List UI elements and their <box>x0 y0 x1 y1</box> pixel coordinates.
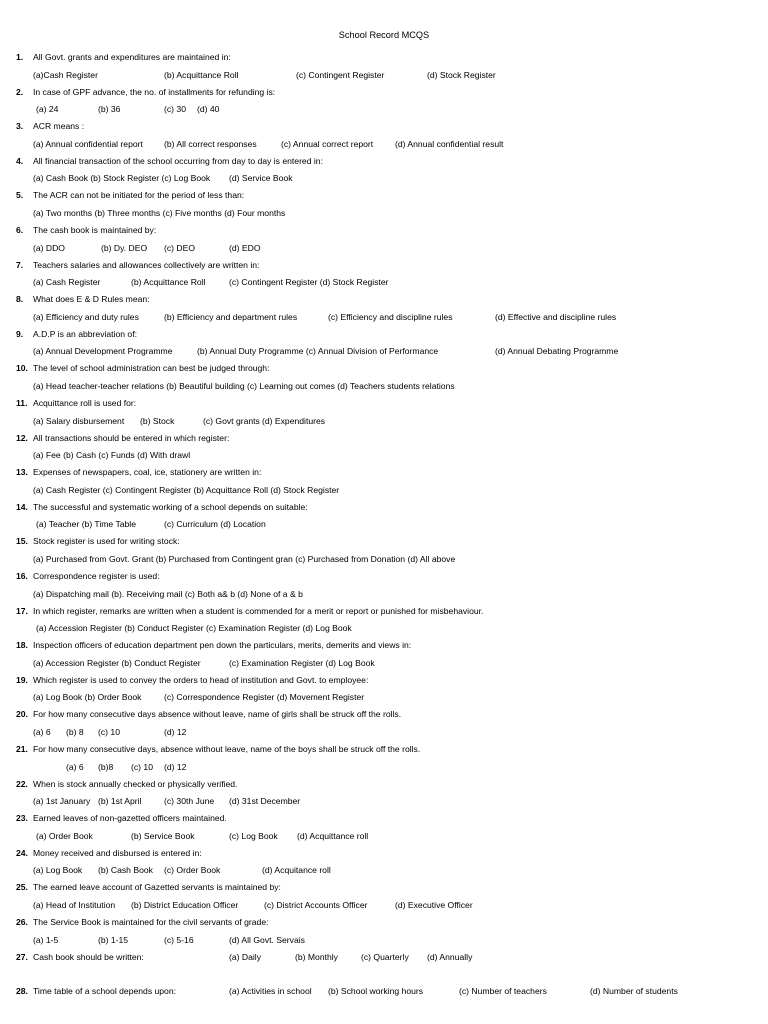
question-number: 25. <box>16 882 28 893</box>
answer-option: (c) Contingent Register <box>296 69 385 80</box>
question-item <box>0 351 768 391</box>
answer-option: (a) 6 <box>66 761 84 772</box>
question-number: 13. <box>16 467 28 478</box>
answer-option: (a) Head teacher-teacher relations (b) Beautiful building (c) Learning out comes (d) Teachers students relations <box>33 380 455 391</box>
question-text: Stock register is used for writing stock: <box>33 536 180 547</box>
answer-option: (a) 1-5 <box>33 934 59 945</box>
answer-option: (c) Order Book <box>164 865 221 876</box>
question-text: Earned leaves of non-gazetted officers maintained. <box>33 813 227 824</box>
question-item <box>0 40 768 80</box>
question-text: A.D.P is an abbreviation of: <box>33 328 137 339</box>
answer-option: (a) Efficiency and duty rules <box>33 311 139 322</box>
question-item <box>0 732 768 772</box>
question-number: 22. <box>16 778 28 789</box>
answer-option: (b) Cash Book <box>98 865 153 876</box>
answer-option: (c) 10 <box>98 726 120 737</box>
answer-option: (a) Purchased from Govt. Grant (b) Purchased from Contingent gran (c) Purchased from Donation (d) All above <box>33 553 456 564</box>
question-text: Teachers salaries and allowances collectively are written in: <box>33 259 260 270</box>
answer-option: (c) Annual correct report <box>281 138 374 149</box>
question-number: 26. <box>16 917 28 927</box>
answer-option: (d) Effective and discipline rules <box>495 311 617 322</box>
question-number: 16. <box>16 571 28 581</box>
question-text: The successful and systematic working of a school depends on suitable: <box>33 501 308 512</box>
question-item <box>0 628 768 668</box>
question-text: All transactions should be entered in which register: <box>33 432 230 443</box>
answer-option: (a) Dispatching mail (b). Receiving mail (c) Both a& b (d) None of a & b <box>33 588 303 599</box>
answer-option: (b) Acquittance Roll <box>164 69 239 80</box>
question-text: Inspection officers of education department pen down the particulars, merits, demerits and views in: <box>33 640 412 651</box>
answer-option: (a) Cash Register <box>33 277 101 288</box>
answer-option: (b) Monthly <box>295 951 338 962</box>
answer-option: (c) Govt grants <box>203 415 260 426</box>
answer-option: (c) 30 <box>164 104 186 115</box>
answer-option: (c) Log Book <box>229 830 278 841</box>
question-item <box>0 697 768 737</box>
question-item <box>0 282 768 322</box>
answer-option: (b) Dy. DEO <box>101 242 148 253</box>
answer-option: (c) 10 <box>131 761 153 772</box>
question-number: 20. <box>16 709 28 720</box>
answer-option: (c) Correspondence Register (d) Movement Register <box>164 692 365 703</box>
question-number: 23. <box>16 813 28 824</box>
question-item <box>0 178 768 218</box>
answer-option: (c) District Accounts Officer <box>264 899 368 910</box>
question-number: 28. <box>16 986 28 997</box>
answer-option: (d) Annual confidential result <box>395 138 504 149</box>
question-number: 2. <box>16 86 24 97</box>
answer-option: (a) Fee (b) Cash (c) Funds (d) With drawl <box>33 450 191 461</box>
question-number: 19. <box>16 674 28 685</box>
answer-option: (b) Stock <box>140 415 175 426</box>
question-text: Cash book should be written: <box>33 951 144 962</box>
answer-option: (d) All Govt. Servais <box>229 934 305 945</box>
question-text: Expenses of newspapers, coal, ice, stationery are written in: <box>33 467 262 478</box>
answer-option: (a) Log Book (b) Order Book <box>33 692 142 703</box>
answer-option: (a) Activities in school <box>229 986 312 997</box>
question-item <box>0 386 768 426</box>
answer-option: (a) Cash Book (b) Stock Register (c) Log Book <box>33 173 211 184</box>
answer-option: (a) Log Book <box>33 865 83 876</box>
question-item <box>0 767 768 807</box>
question-item <box>0 109 768 149</box>
question-item <box>0 248 768 288</box>
answer-option: (a) Accession Register (b) Conduct Register <box>33 657 201 668</box>
question-item <box>0 524 768 564</box>
answer-option: (b)8 <box>98 761 114 772</box>
answer-option: (d) Annually <box>427 951 473 962</box>
question-item <box>0 663 768 703</box>
answer-option: (c) Number of teachers <box>459 986 547 997</box>
answer-option: (b) 1st April <box>98 796 142 807</box>
answer-option: (a) DDO <box>33 242 65 253</box>
question-item <box>0 801 768 841</box>
answer-option: (d) Stock Register <box>427 69 496 80</box>
answer-option: (d) Executive Officer <box>395 899 473 910</box>
question-text: When is stock annually checked or physically verified. <box>33 778 238 789</box>
answer-option: (a) Annual Development Programme <box>33 346 173 357</box>
question-text: In case of GPF advance, the no. of installments for refunding is: <box>33 86 276 97</box>
question-number: 21. <box>16 744 28 754</box>
question-item <box>0 455 768 495</box>
question-text: The earned leave account of Gazetted servants is maintained by: <box>33 882 281 893</box>
answer-option: (c) Efficiency and discipline rules <box>328 311 453 322</box>
question-number: 14. <box>16 501 28 512</box>
answer-option: (a) Two months (b) Three months (c) Five months (d) Four months <box>33 207 286 218</box>
answer-option: (c) Contingent Register (d) Stock Register <box>229 277 389 288</box>
answer-option: (c) Curriculum (d) Location <box>164 519 266 530</box>
answer-option: (a) 24 <box>36 104 59 115</box>
question-item <box>0 905 768 945</box>
question-item <box>0 559 768 599</box>
question-item <box>0 317 768 357</box>
answer-option: (a) 1st January <box>33 796 91 807</box>
question-text: For how many consecutive days, absence without leave, name of the boys shall be struck off the rolls. <box>33 744 421 754</box>
question-number: 1. <box>16 52 24 62</box>
answer-option: (c) 30th June <box>164 796 215 807</box>
answer-option: (b) Service Book <box>131 830 195 841</box>
question-text: All financial transaction of the school occurring from day to day is entered in: <box>33 155 323 166</box>
question-number: 27. <box>16 951 28 962</box>
answer-option: (c) DEO <box>164 242 196 253</box>
question-text: The level of school administration can best be judged through: <box>33 363 270 374</box>
question-text: The ACR can not be initiated for the period of less than: <box>33 190 245 201</box>
answer-option: (b) Annual Duty Programme (c) Annual Division of Performance <box>197 346 439 357</box>
question-text: Correspondence register is used: <box>33 571 160 581</box>
answer-option: (c) Quarterly <box>361 951 409 962</box>
answer-option: (a) 6 <box>33 726 51 737</box>
question-item <box>0 836 768 876</box>
question-item <box>0 421 768 461</box>
question-text: Which register is used to convey the orders to head of institution and Govt. to employee: <box>33 674 369 685</box>
question-item <box>0 213 768 253</box>
answer-option: (a) Salary disbursement <box>33 415 125 426</box>
answer-option: (a) Daily <box>229 951 261 962</box>
question-number: 9. <box>16 328 24 339</box>
answer-option: (d) 12 <box>164 761 187 772</box>
answer-option: (b) Efficiency and department rules <box>164 311 298 322</box>
question-number: 5. <box>16 190 24 201</box>
answer-option: (d) 40 <box>197 104 220 115</box>
question-text: All Govt. grants and expenditures are maintained in: <box>33 52 231 62</box>
answer-option: (b) All correct responses <box>164 138 257 149</box>
question-item <box>0 490 768 530</box>
answer-option: (a) Annual confidential report <box>33 138 143 149</box>
answer-option: (a) Head of Institution <box>33 899 116 910</box>
answer-option: (c) Examination Register (d) Log Book <box>229 657 375 668</box>
answer-option: (a) Cash Register (c) Contingent Register (b) Acquittance Roll (d) Stock Register <box>33 484 340 495</box>
answer-option: (b) District Education Officer <box>131 899 239 910</box>
question-item <box>0 75 768 115</box>
answer-option: (d) Service Book <box>229 173 293 184</box>
answer-option: (d) Acquitance roll <box>262 865 331 876</box>
question-item <box>0 144 768 184</box>
question-text: Money received and disbursed is entered in: <box>33 847 202 858</box>
question-number: 8. <box>16 294 24 305</box>
question-text: For how many consecutive days absence without leave, name of girls shall be struck off the rolls. <box>33 709 402 720</box>
question-text: The Service Book is maintained for the civil servants of grade: <box>33 917 269 927</box>
question-number: 10. <box>16 363 28 374</box>
question-item <box>0 974 768 1009</box>
answer-option: (d) 31st December <box>229 796 301 807</box>
question-number: 18. <box>16 640 28 651</box>
answer-option: (d) Annual Debating Programme <box>495 346 619 357</box>
answer-option: (b) School working hours <box>328 986 424 997</box>
question-number: 24. <box>16 847 28 858</box>
question-number: 12. <box>16 432 28 443</box>
answer-option: (b) 1-15 <box>98 934 129 945</box>
answer-option: (d) Number of students <box>590 986 678 997</box>
answer-option: (a) Teacher (b) Time Table <box>36 519 136 530</box>
question-number: 6. <box>16 225 24 235</box>
question-text: The cash book is maintained by: <box>33 225 157 235</box>
answer-option: (b) Acquittance Roll <box>131 277 206 288</box>
answer-option: (b) 36 <box>98 104 121 115</box>
question-text: What does E & D Rules mean: <box>33 294 150 305</box>
question-text: Acquittance roll is used for: <box>33 398 137 408</box>
answer-option: (a) Order Book <box>36 830 93 841</box>
answer-option: (d) Expenditures <box>262 415 326 426</box>
question-item <box>0 594 768 634</box>
question-text: In which register, remarks are written when a student is commended for a merit or report or punished for misbehaviour. <box>33 605 484 616</box>
question-text: ACR means : <box>33 121 85 132</box>
answer-option: (a) Accession Register (b) Conduct Register (c) Examination Register (d) Log Book <box>36 623 352 634</box>
answer-option: (a)Cash Register <box>33 69 98 80</box>
answer-option: (b) 8 <box>66 726 84 737</box>
question-number: 7. <box>16 259 24 270</box>
question-number: 11. <box>16 398 28 408</box>
answer-option: (d) EDO <box>229 242 261 253</box>
question-number: 4. <box>16 155 24 166</box>
answer-option: (d) Acquittance roll <box>297 830 369 841</box>
question-number: 17. <box>16 605 28 616</box>
question-number: 15. <box>16 536 28 547</box>
document-title: School Record MCQS <box>338 30 430 40</box>
question-number: 3. <box>16 121 24 132</box>
question-item <box>0 870 768 910</box>
answer-option: (c) 5-16 <box>164 934 194 945</box>
question-text: Time table of a school depends upon: <box>33 986 177 997</box>
answer-option: (d) 12 <box>164 726 187 737</box>
question-item <box>0 940 768 975</box>
